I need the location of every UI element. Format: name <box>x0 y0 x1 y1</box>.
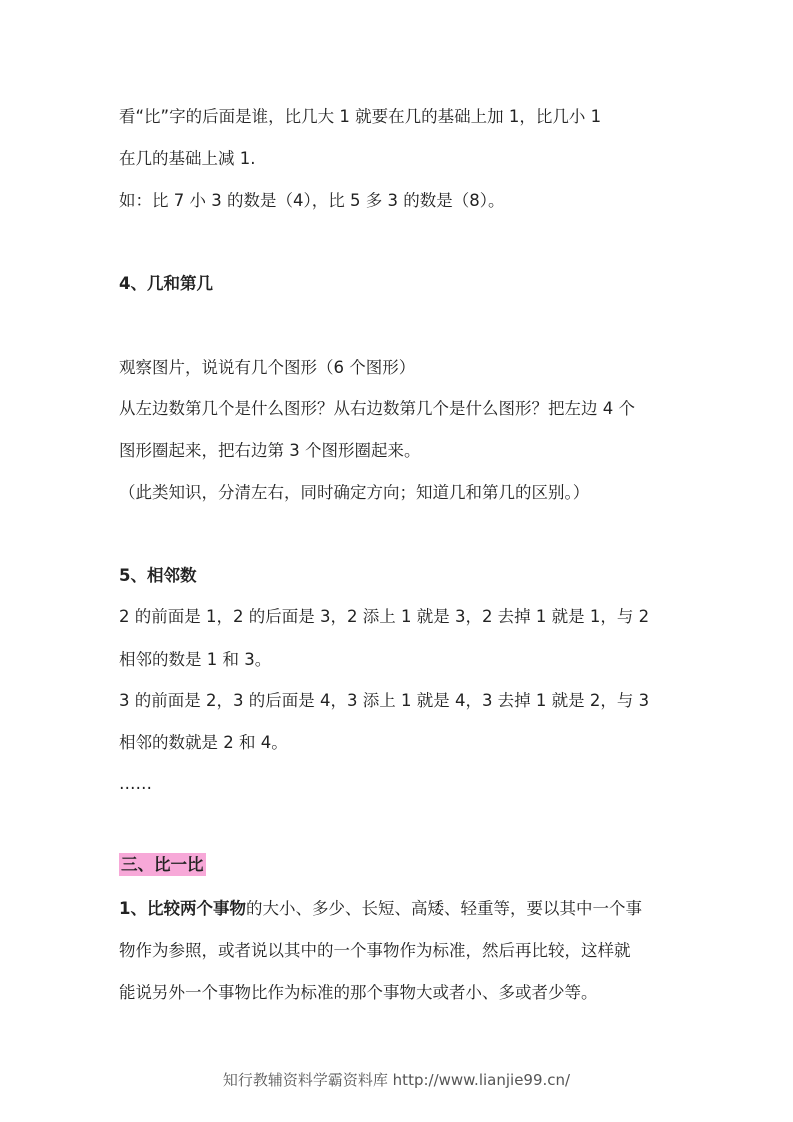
highlighted-section-title <box>119 853 206 877</box>
paragraph-line: 物作为参照，或者说以其中的一个事物作为标准，然后再比较，这样就 <box>119 941 631 960</box>
paragraph-line: 相邻的数是 1 和 3。 <box>119 650 272 669</box>
paragraph-line: 如：比 7 小 3 的数是（4），比 5 多 3 的数是（8）。 <box>119 191 505 210</box>
bold-lead: 1、比较两个事物 <box>119 899 246 918</box>
paragraph-text: 的大小、多少、长短、高矮、轻重等，要以其中一个事 <box>245 899 642 918</box>
paragraph-line: 相邻的数就是 2 和 4。 <box>119 733 288 752</box>
paragraph-line: 看“比”字的后面是谁，比几大 1 就要在几的基础上加 1，比几小 1 <box>119 107 602 126</box>
section-heading: 5、相邻数 <box>119 566 197 585</box>
section-title-highlight: 三、比一比 <box>121 855 204 874</box>
section-heading: 4、几和第几 <box>119 274 213 293</box>
paragraph-line: 2 的前面是 1，2 的后面是 3，2 添上 1 就是 3，2 去掉 1 就是 1，与 2 <box>119 607 650 626</box>
page-footer: 知行教辅资料学霸资料库 http://www.lianjie99.cn/ <box>222 1071 571 1089</box>
paragraph-line: 从左边数第几个是什么图形？从右边数第几个是什么图形？把左边 4 个 <box>119 399 635 418</box>
paragraph-line: 能说另外一个事物比作为标准的那个事物大或者小、多或者少等。 <box>119 983 598 1002</box>
paragraph-line: 图形圈起来，把右边第 3 个图形圈起来。 <box>119 441 421 460</box>
paragraph-line: 观察图片，说说有几个图形（6 个图形） <box>119 358 416 377</box>
paragraph-line <box>119 897 642 921</box>
paragraph-line: 3 的前面是 2，3 的后面是 4，3 添上 1 就是 4，3 去掉 1 就是 2，与 3 <box>119 691 650 710</box>
paragraph-line: 在几的基础上减 1. <box>119 149 256 168</box>
ellipsis: …… <box>119 774 152 793</box>
paragraph-line: （此类知识，分清左右，同时确定方向；知道几和第几的区别。） <box>119 483 590 502</box>
